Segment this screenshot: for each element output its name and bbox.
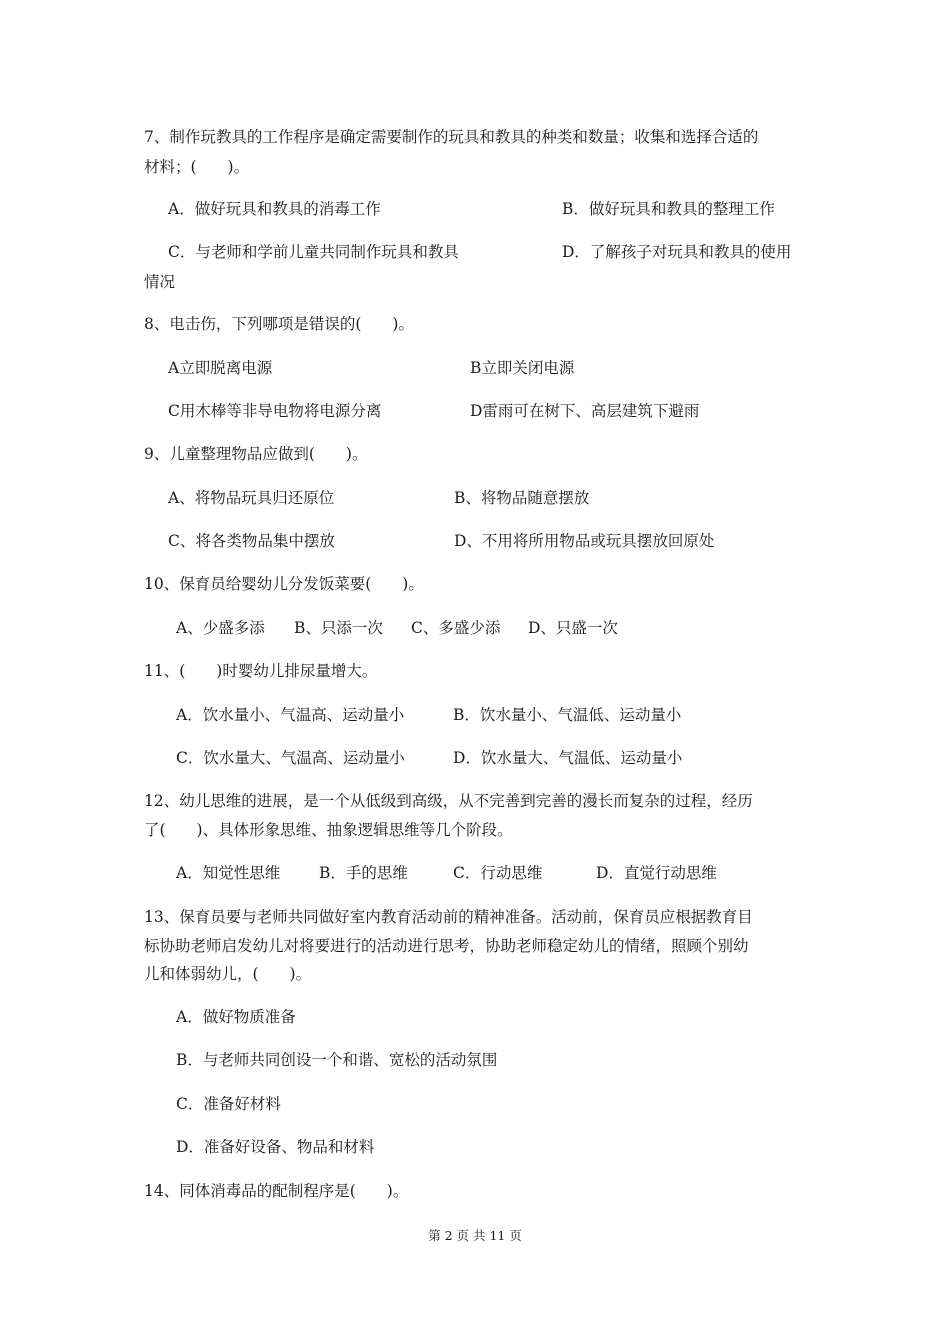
question-13-option-a: A．做好物质准备 (176, 1008, 296, 1026)
question-8-option-b: B立即关闭电源 (470, 359, 575, 377)
question-10-option-b: B、只添一次 (294, 619, 383, 637)
question-7-option-d-wrap: 情况 (144, 273, 176, 291)
question-10-option-a: A、少盛多添 (176, 619, 265, 637)
question-8-option-c: C用木棒等非导电物将电源分离 (168, 402, 382, 420)
question-14-stem: 14、同体消毒品的配制程序是( )。 (144, 1182, 409, 1200)
question-11-stem: 11、( )时婴幼儿排尿量增大。 (144, 662, 378, 680)
question-13-option-c: C．准备好材料 (176, 1095, 281, 1113)
question-8-stem: 8、电击伤，下列哪项是错误的( )。 (144, 315, 414, 333)
question-10-option-d: D、只盛一次 (528, 619, 618, 637)
question-9-option-c: C、将各类物品集中摆放 (168, 532, 335, 550)
question-9-option-d: D、不用将所用物品或玩具摆放回原处 (454, 532, 715, 550)
page-footer: 第 2 页 共 11 页 (428, 1228, 522, 1243)
question-12-option-b: B．手的思维 (319, 864, 408, 882)
question-7-option-d: D．了解孩子对玩具和教具的使用 (562, 243, 792, 261)
question-11-option-c: C．饮水量大、气温高、运动量小 (176, 749, 405, 767)
question-10-option-c: C、多盛少添 (411, 619, 501, 637)
question-13-option-b: B．与老师共同创设一个和谐、宽松的活动氛围 (176, 1051, 498, 1069)
question-9-option-a: A、将物品玩具归还原位 (168, 489, 335, 507)
question-9-option-b: B、将物品随意摆放 (454, 489, 590, 507)
question-12-option-d: D．直觉行动思维 (596, 864, 717, 882)
question-13-stem-line-3: 儿和体弱幼儿，( )。 (144, 965, 312, 983)
question-12-option-a: A．知觉性思维 (176, 864, 281, 882)
question-12-stem-line-2: 了( )、具体形象思维、抽象逻辑思维等几个阶段。 (144, 821, 513, 839)
question-13-stem-line-2: 标协助老师启发幼儿对将要进行的活动进行思考，协助老师稳定幼儿的情绪，照顾个别幼 (144, 937, 749, 955)
question-12-stem-line-1: 12、幼儿思维的进展，是一个从低级到高级，从不完善到完善的漫长而复杂的过程，经历 (144, 792, 753, 810)
question-11-option-d: D．饮水量大、气温低、运动量小 (453, 749, 683, 767)
question-9-stem: 9、儿童整理物品应做到( )。 (144, 445, 368, 463)
question-13-option-d: D．准备好设备、物品和材料 (176, 1138, 375, 1156)
question-12-option-c: C．行动思维 (453, 864, 543, 882)
question-8-option-a: A立即脱离电源 (168, 359, 273, 377)
question-8-option-d: D雷雨可在树下、高层建筑下避雨 (470, 402, 700, 420)
question-10-stem: 10、保育员给婴幼儿分发饭菜要( )。 (144, 575, 424, 593)
question-7-option-b: B．做好玩具和教具的整理工作 (562, 200, 775, 218)
question-13-stem-line-1: 13、保育员要与老师共同做好室内教育活动前的精神准备。活动前，保育员应根据教育目 (144, 908, 753, 926)
question-7-stem-line-1: 7、制作玩教具的工作程序是确定需要制作的玩具和教具的种类和数量；收集和选择合适的 (144, 128, 759, 146)
question-11-option-b: B．饮水量小、气温低、运动量小 (453, 706, 682, 724)
question-7-option-a: A．做好玩具和教具的消毒工作 (168, 200, 381, 218)
question-7-option-c: C．与老师和学前儿童共同制作玩具和教具 (168, 243, 459, 261)
question-11-option-a: A．饮水量小、气温高、运动量小 (176, 706, 405, 724)
question-7-stem-line-2: 材料；( )。 (144, 158, 250, 176)
